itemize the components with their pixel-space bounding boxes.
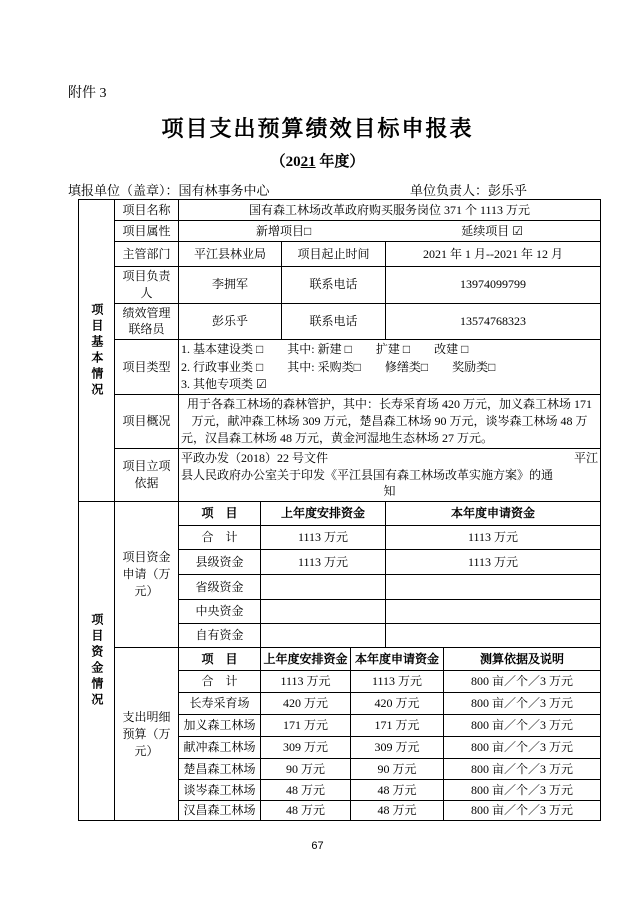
section-label-basic-info: 项目基本情况 xyxy=(79,200,115,502)
funding-header-prev-year: 上年度安排资金 xyxy=(261,502,386,526)
basis-value xyxy=(179,448,601,501)
detail-row-basis: 800 亩／个／3 万元 xyxy=(444,737,601,759)
funding-row-curr xyxy=(386,575,601,600)
subtitle-year-underlined: 21 xyxy=(300,154,316,170)
project-type-value xyxy=(179,340,601,395)
detail-header-curr-year: 本年度申请资金 xyxy=(351,648,444,671)
detail-row-basis: 800 亩／个／3 万元 xyxy=(444,715,601,737)
project-name-label: 项目名称 xyxy=(115,200,179,221)
table-row xyxy=(79,200,601,221)
funding-header-item: 项 目 xyxy=(179,502,261,526)
continue-project-checkbox-option: 延续项目 ☑ xyxy=(461,223,523,238)
detail-row-name: 楚昌森工林场 xyxy=(179,759,261,780)
leader-phone-label: 联系电话 xyxy=(282,267,386,304)
liaison-phone-label: 联系电话 xyxy=(282,303,386,340)
funding-row-curr xyxy=(386,624,601,648)
detail-row-basis: 800 亩／个／3 万元 xyxy=(444,671,601,693)
period-label: 项目起止时间 xyxy=(282,242,386,267)
funding-row-name: 县级资金 xyxy=(179,550,261,575)
basis-line-1 xyxy=(181,450,598,467)
basis-line-2: 县人民政府办公室关于印发《平江县国有森工林场改革实施方案》的通 xyxy=(181,467,554,482)
table-row xyxy=(79,502,601,526)
page-title: 项目支出预算绩效目标申报表 xyxy=(161,116,474,141)
subtitle-suffix: 年度） xyxy=(315,154,365,170)
dept-value: 平江县林业局 xyxy=(179,242,282,267)
page-number: 67 xyxy=(311,840,324,852)
form-table xyxy=(78,199,601,821)
basis-doc-number: 平政办发（2018）22 号文件 xyxy=(181,450,329,465)
detail-row-name: 合 计 xyxy=(179,671,261,693)
detail-row-curr: 48 万元 xyxy=(351,801,444,821)
detail-row-curr: 1113 万元 xyxy=(351,671,444,693)
table-row xyxy=(79,303,601,340)
detail-row-curr: 90 万元 xyxy=(351,759,444,780)
detail-row-curr: 48 万元 xyxy=(351,780,444,801)
project-type-label: 项目类型 xyxy=(115,340,179,395)
detail-header-basis: 测算依据及说明 xyxy=(444,648,601,671)
detail-row-name: 汉昌森工林场 xyxy=(179,801,261,821)
detail-header-prev-year: 上年度安排资金 xyxy=(261,648,351,671)
funding-row-curr: 1113 万元 xyxy=(386,550,601,575)
funding-row-name: 中央资金 xyxy=(179,600,261,624)
funding-header-curr-year: 本年度申请资金 xyxy=(386,502,601,526)
detail-row-prev: 48 万元 xyxy=(261,780,351,801)
funding-row-name: 自有资金 xyxy=(179,624,261,648)
detail-row-prev: 1113 万元 xyxy=(261,671,351,693)
table-row xyxy=(79,648,601,671)
subtitle-year xyxy=(0,150,635,171)
detail-row-curr: 309 万元 xyxy=(351,737,444,759)
detail-row-name: 长寿采育场 xyxy=(179,693,261,715)
funding-row-prev xyxy=(261,600,386,624)
detail-row-curr: 420 万元 xyxy=(351,693,444,715)
detail-row-basis: 800 亩／个／3 万元 xyxy=(444,801,601,821)
funding-row-prev xyxy=(261,624,386,648)
expense-detail-label: 支出明细预算（万元） xyxy=(115,648,179,821)
funding-row-curr: 1113 万元 xyxy=(386,526,601,550)
subtitle-prefix: （20 xyxy=(270,154,301,170)
funding-row-name: 省级资金 xyxy=(179,575,261,600)
detail-row-basis: 800 亩／个／3 万元 xyxy=(444,759,601,780)
funding-row-prev xyxy=(261,575,386,600)
new-project-checkbox-option: 新增项目□ xyxy=(255,223,312,238)
detail-row-prev: 171 万元 xyxy=(261,715,351,737)
detail-header-item: 项 目 xyxy=(179,648,261,671)
table-row xyxy=(79,242,601,267)
project-type-line-1: 1. 基本建设类 □ 其中: 新建 □ 扩建 □ 改建 □ xyxy=(181,342,469,357)
leader-phone-value: 13974099799 xyxy=(386,267,601,304)
project-type-line-3: 3. 其他专项类 ☑ xyxy=(181,376,267,391)
table-row xyxy=(79,340,601,395)
project-type-line-2: 2. 行政事业类 □ 其中: 采购类□ 修缮类□ 奖励类□ xyxy=(181,359,496,374)
filler-unit-value: 国有林事务中心 xyxy=(178,183,270,198)
funding-row-prev: 1113 万元 xyxy=(261,550,386,575)
unit-head-value: 彭乐乎 xyxy=(488,183,528,198)
leader-value: 李拥军 xyxy=(179,267,282,304)
overview-value: 用于各森工林场的森林管护，其中：长寿采育场 420 万元，加义森工林场 171 万元，献冲森工林场 309 万元，楚昌森工林场 90 万元，谈岑森工林场 48 万元，汉昌森工林场 48 万元，黄金河湿地生态林场 27 万元。 xyxy=(179,395,601,448)
detail-row-name: 献冲森工林场 xyxy=(179,737,261,759)
detail-row-basis: 800 亩／个／3 万元 xyxy=(444,780,601,801)
basis-label: 项目立项依据 xyxy=(115,448,179,501)
detail-row-name: 谈岑森工林场 xyxy=(179,780,261,801)
detail-row-prev: 48 万元 xyxy=(261,801,351,821)
basis-line-1-tail: 平江 xyxy=(573,450,598,465)
liaison-label: 绩效管理联络员 xyxy=(115,303,179,340)
filler-unit-label: 填报单位（盖章）： xyxy=(68,183,179,198)
table-row xyxy=(79,221,601,242)
unit-head xyxy=(410,180,527,199)
basis-line-3: 知 xyxy=(383,484,396,499)
table-row xyxy=(79,448,601,501)
project-name-value: 国有森工林场改革政府购买服务岗位 371 个 1113 万元 xyxy=(179,200,601,221)
project-attribute-label: 项目属性 xyxy=(115,221,179,242)
funding-row-curr xyxy=(386,600,601,624)
detail-row-name: 加义森工林场 xyxy=(179,715,261,737)
funding-request-label: 项目资金申请（万元） xyxy=(115,502,179,648)
period-value: 2021 年 1 月--2021 年 12 月 xyxy=(386,242,601,267)
leader-label: 项目负责人 xyxy=(115,267,179,304)
funding-row-name: 合 计 xyxy=(179,526,261,550)
attachment-label: 附件 3 xyxy=(68,86,107,101)
dept-label: 主管部门 xyxy=(115,242,179,267)
filler-unit xyxy=(68,180,270,199)
detail-row-prev: 309 万元 xyxy=(261,737,351,759)
table-row xyxy=(79,395,601,448)
detail-row-basis: 800 亩／个／3 万元 xyxy=(444,693,601,715)
detail-row-curr: 171 万元 xyxy=(351,715,444,737)
section-label-funding: 项目资金情况 xyxy=(79,502,115,821)
detail-row-prev: 90 万元 xyxy=(261,759,351,780)
project-attribute-value xyxy=(179,221,601,242)
funding-row-prev: 1113 万元 xyxy=(261,526,386,550)
liaison-value: 彭乐乎 xyxy=(179,303,282,340)
detail-row-prev: 420 万元 xyxy=(261,693,351,715)
unit-head-label: 单位负责人： xyxy=(410,183,489,198)
liaison-phone-value: 13574768323 xyxy=(386,303,601,340)
overview-label: 项目概况 xyxy=(115,395,179,448)
table-row xyxy=(79,267,601,304)
